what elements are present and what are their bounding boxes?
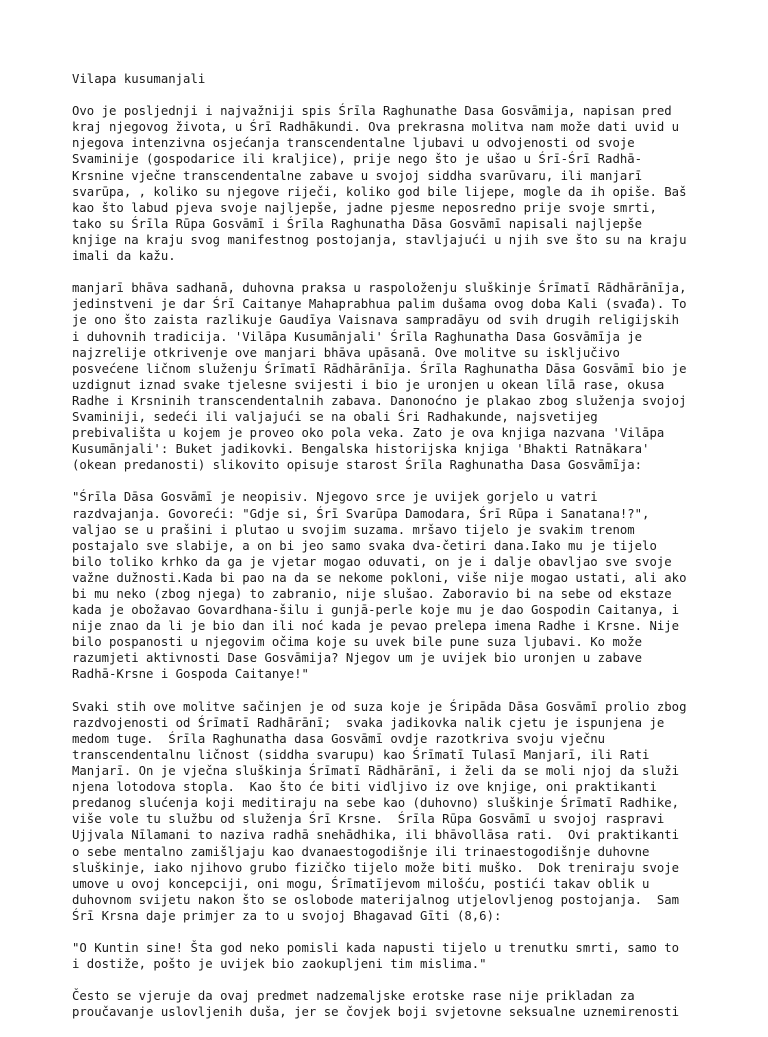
text-line: više vole tu službu od služenja Śrī Krsne. Śrīla Rūpa Gosvāmī u svojoj raspravi <box>72 812 665 827</box>
text-line: Svaminije (gospodarice ili kraljice), prije nego što je ušao u Śrī-Śrī Radhā- <box>72 152 643 167</box>
text-line: jedinstveni je dar Śrī Caitanye Mahaprabhua palim dušama ovog doba Kali (svađa). To <box>72 297 687 312</box>
text-line: Svaki stih ove molitve sačinjen je od suza koje je Śripāda Dāsa Gosvāmī prolio zbog <box>72 699 687 714</box>
text-line: kraj njegovog života, u Śrī Radhākundi. Ova prekrasna molitva nam može dati uvid u <box>72 120 680 135</box>
text-line: razumjeti aktivnosti Dase Gosvāmija? Njegov um je uvijek bio uronjen u zabave <box>72 651 643 666</box>
text-line: postajalo sve slabije, a on bi jeo samo svaka dva-četiri dana.Iako mu je tijelo <box>72 538 657 553</box>
text-line: najzrelije otkrivenje ove manjari bhāva upāsanā. Ove molitve su isključivo <box>72 345 620 360</box>
text-line: kao što labud pjeva svoje najljepše, jadne pjesme neposredno prije svoje smrti, <box>72 200 657 215</box>
text-line: Radhe i Krsninih transcendentalnih zabava. Danonoćno je plakao zbog služenja svojoj <box>72 393 687 408</box>
text-line: bi mu neko (zbog njega) to zabranio, nije slušao. Zaboravio bi na sebe od ekstaze <box>72 587 672 601</box>
text-line: razdvajanja. Govoreći: "Gdje si, Śrī Svarūpa Damodara, Śrī Rūpa i Sanatana!?", <box>72 506 650 521</box>
text-line: duhovnom svijetu nakon što se oslobode materijalnog utjelovljenog postojanja. Sam <box>72 892 680 907</box>
paragraph <box>72 988 712 1020</box>
paragraph <box>72 103 712 264</box>
text-line: bilo pospanosti u njegovim očima koje su uvek bile pune suza ljubavi. Ko može <box>72 635 643 650</box>
text-line: knjige na kraju svog manifestnog postojanja, stavljajući u njih sve što su na kraju <box>72 232 687 247</box>
text-line: Krsnine vječne transcendentalne zabave u svojoj siddha svarūvaru, ili manjarī <box>72 168 643 183</box>
text-line: bilo toliko krhko da ga je vjetar mogao oduvati, on je i dalje obavljao sve svoje <box>72 554 672 569</box>
text-line: važne dužnosti.Kada bi pao na da se nekome pokloni, više nije mogao ustati, ali ako <box>72 570 687 585</box>
text-line: transcendentalnu ličnost (siddha svarupu) kao Śrīmatī Tulasī Manjarī, ili Rati <box>72 747 650 762</box>
paragraph <box>72 940 712 972</box>
text-line: Radhā-Krsne i Gospoda Caitanye!" <box>72 667 309 682</box>
text-line: uzdignut iznad svake tjelesne svijesti i bio je uronjen u okean līlā rase, okusa <box>72 377 665 392</box>
text-line: svarūpa, , koliko su njegove riječi, koliko god bile lijepe, mogle da ih opiše. Baš <box>72 184 687 199</box>
text-line: i duhovnih tradicija. 'Vilāpa Kusumānjali' Śrīla Raghunatha Dasa Gosvāmīja je <box>72 329 643 344</box>
text-line: nije znao da li je bio dan ili noć kada je pevao prelepa imena Radhe i Krsne. Nije <box>72 619 680 634</box>
text-line: medom tuge. Śrīla Raghunatha dasa Gosvāmī ovdje razotkriva svoju vječnu <box>72 731 606 746</box>
document-paragraphs <box>72 103 712 1020</box>
text-line: njena lotodova stopla. Kao što će biti vidljivo iz ove knjige, oni praktikanti <box>72 780 657 795</box>
text-line: "Śrīla Dāsa Gosvāmī je neopisiv. Njegovo srce je uvijek gorjelo u vatri <box>72 490 598 505</box>
text-line: Svaminiji, sedeći ili valjajući se na obali Śri Radhakunde, najsvetijeg <box>72 409 598 424</box>
text-line: Kusumānjali': Buket jadikovki. Bengalska historijska knjiga 'Bhakti Ratnākara' <box>72 442 650 457</box>
paragraph <box>72 280 712 473</box>
text-line: razdvojenosti od Śrīmatī Radhārānī; svaka jadikovka nalik cjetu je ispunjena je <box>72 715 665 730</box>
document-body <box>72 71 712 1037</box>
text-line: predanog slućenja koji meditiraju na sebe kao (duhovno) sluškinje Śrīmatī Radhike, <box>72 796 680 811</box>
paragraph <box>72 699 712 924</box>
text-line: sluškinje, iako njihovo grubo fizičko tijelo može biti muško. Dok treniraju svoje <box>72 860 680 875</box>
text-line: tako su Śrīla Rūpa Gosvāmī i Śrīla Raghunatha Dāsa Gosvāmī napisali najljepše <box>72 216 643 231</box>
text-line: (okean predanosti) slikovito opisuje starost Śrīla Raghunatha Dasa Gosvāmīja: <box>72 458 643 473</box>
text-line: Ujjvala Nīlamani to naziva radhā snehādhika, ili bhāvollāsa rati. Ovi praktikanti <box>72 828 680 843</box>
text-line: posvećene ličnom služenju Śrīmatī Rādhārānīja. Śrīla Raghunatha Dāsa Gosvāmī bio je <box>72 361 687 376</box>
text-line: Śrī Krsna daje primjer za to u svojoj Bhagavad Gīti (8,6): <box>72 908 502 923</box>
text-line: "O Kuntin sine! Šta god neko pomisli kada napusti tijelo u trenutku smrti, samo to <box>72 941 680 956</box>
text-line: kada je obožavao Govardhana-šilu i gunjā-perle koje mu je dao Gospodin Caitanya, i <box>72 603 680 618</box>
paragraph <box>72 489 712 682</box>
text-line: o sebe mentalno zamišljaju kao dvanaestogodišnje ili trinaestogodišnje duhovne <box>72 844 650 859</box>
text-line: valjao se u prašini i plutao u svojim suzama. mršavo tijelo je svakim trenom <box>72 522 635 537</box>
text-line: prebivališta u kojem je proveo oko pola veka. Zato je ova knjiga nazvana 'Vilāpa <box>72 426 665 441</box>
text-line: proučavanje uslovljenih duša, jer se čovjek boji svjetovne seksualne uznemirenosti <box>72 1005 680 1020</box>
text-line: umove u ovoj koncepciji, oni mogu, Śrīmatījevom milošću, postići takav oblik u <box>72 876 650 891</box>
text-line: imali da kažu. <box>72 249 176 264</box>
text-line: je ono što zaista razlikuje Gaudīya Vaisnava sampradāyu od svih drugih religijskih <box>72 313 680 328</box>
text-line: Manjarī. On je vječna sluškinja Śrīmatī Rādhārānī, i želi da se moli njoj da služi <box>72 764 680 779</box>
text-line: i dostiže, pošto je uvijek bio zaokupljeni tim mislima." <box>72 957 487 972</box>
text-line: manjarī bhāva sadhanā, duhovna praksa u raspoloženju sluškinje Śrīmatī Rādhārānīja, <box>72 281 687 296</box>
document-title: Vilapa kusumanjali <box>72 72 206 86</box>
text-line: njegova intenzivna osjećanja transcendentalne ljubavi u odvojenosti od svoje <box>72 136 635 151</box>
text-line: Često se vjeruje da ovaj predmet nadzemaljske erotske rase nije prikladan za <box>72 989 635 1004</box>
text-line: Ovo je posljednji i najvažniji spis Śrīla Raghunathe Dasa Gosvāmija, napisan pred <box>72 104 672 119</box>
